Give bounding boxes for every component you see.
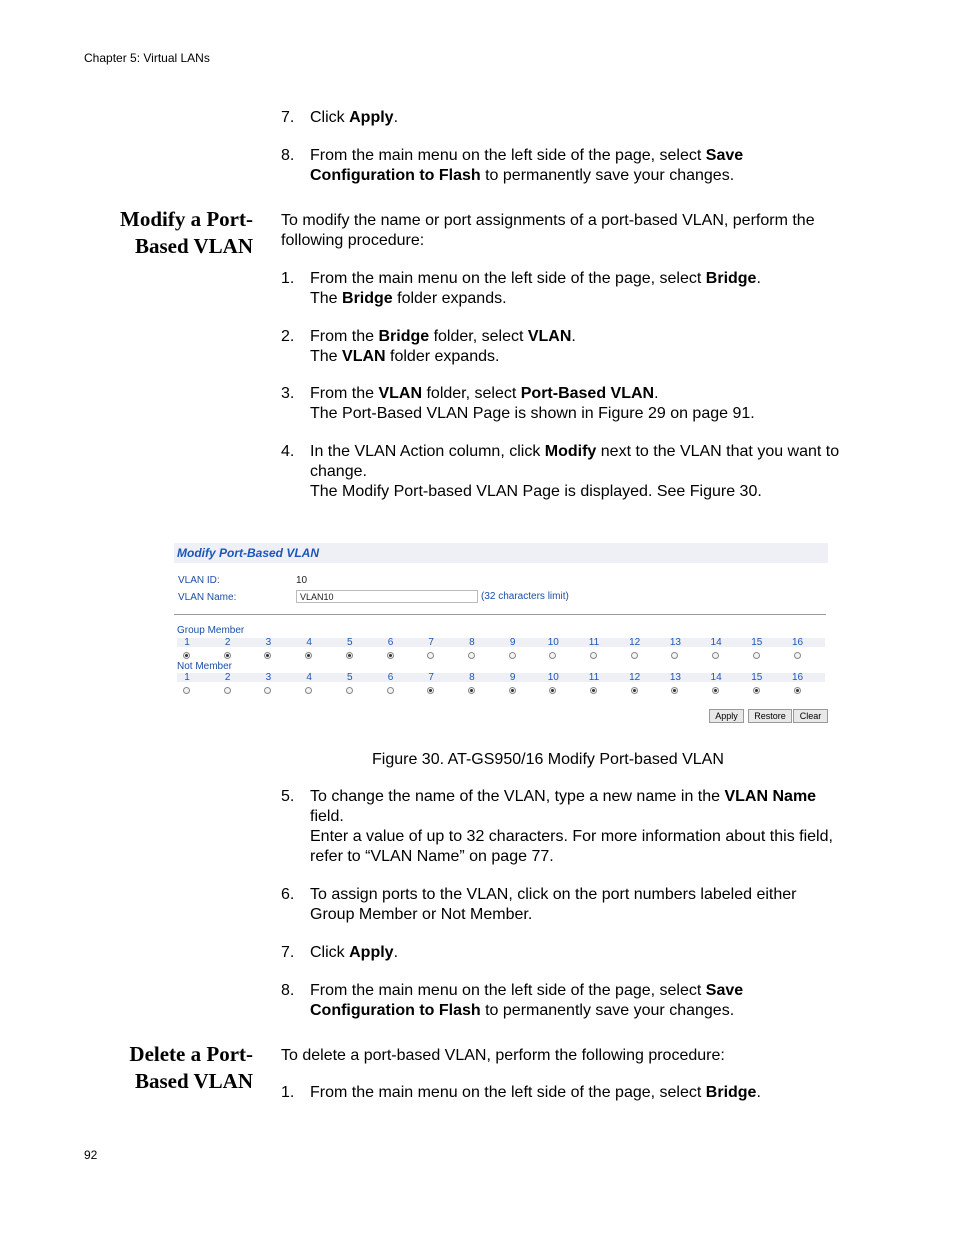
not-member-label: Not Member xyxy=(177,661,233,672)
not-member-port-9-label: 9 xyxy=(509,672,516,683)
group-member-port-6-radio[interactable] xyxy=(387,652,394,659)
delete-section-heading: Delete a Port- Based VLAN xyxy=(129,1042,253,1093)
not-member-port-1-label: 1 xyxy=(184,672,190,683)
group-member-port-6-label: 6 xyxy=(387,637,394,648)
not-member-port-3-radio[interactable] xyxy=(264,687,271,694)
group-member-port-11-radio[interactable] xyxy=(590,652,597,659)
not-member-port-5-label: 5 xyxy=(347,672,353,683)
restore-button[interactable]: Restore xyxy=(748,709,792,723)
not-member-port-3-label: 3 xyxy=(265,672,272,683)
not-member-port-16-radio[interactable] xyxy=(794,687,801,694)
modify-step-1: 1. From the main menu on the left side of the page, select Bridge. The Bridge folder expands. xyxy=(281,270,761,307)
not-member-port-8-label: 8 xyxy=(469,672,475,683)
step-8-top: 8. From the main menu on the left side of the page, select Save Configuration to Flash to permanently save your changes. xyxy=(281,147,744,184)
not-member-port-4-label: 4 xyxy=(306,672,312,683)
not-member-port-14-radio[interactable] xyxy=(712,687,719,694)
vlan-name-input[interactable]: VLAN10 xyxy=(296,590,478,603)
not-member-port-13-radio[interactable] xyxy=(671,687,678,694)
group-member-port-9-label: 9 xyxy=(509,637,516,648)
not-member-port-15-radio[interactable] xyxy=(753,687,760,694)
group-member-port-10-radio[interactable] xyxy=(549,652,556,659)
not-member-port-9-radio[interactable] xyxy=(509,687,516,694)
modify-section-heading: Modify a Port- Based VLAN xyxy=(120,207,253,258)
not-member-port-2-radio[interactable] xyxy=(224,687,231,694)
group-member-label: Group Member xyxy=(177,625,245,636)
not-member-port-14-label: 14 xyxy=(710,672,722,683)
not-member-port-6-radio[interactable] xyxy=(387,687,394,694)
not-member-port-16-label: 16 xyxy=(791,672,804,683)
group-member-port-7-radio[interactable] xyxy=(427,652,434,659)
step-number: 7. xyxy=(281,109,295,126)
modify-vlan-screenshot xyxy=(174,541,830,726)
group-member-port-3-radio[interactable] xyxy=(264,652,271,659)
modify-step-8: 8. From the main menu on the left side of the page, select Save Configuration to Flash to permanently save your changes. xyxy=(281,982,744,1019)
delete-intro: To delete a port-based VLAN, perform the following procedure: xyxy=(281,1047,725,1064)
page-number: 92 xyxy=(84,1148,98,1162)
vlan-id-label: VLAN ID: xyxy=(178,575,220,586)
not-member-port-10-label: 10 xyxy=(547,672,559,683)
vlan-id-value: 10 xyxy=(296,575,308,586)
step-number: 8. xyxy=(281,147,295,164)
group-member-port-7-label: 7 xyxy=(428,637,434,648)
group-member-port-10-label: 10 xyxy=(547,637,559,648)
modify-step-2: 2. From the Bridge folder, select VLAN. The VLAN folder expands. xyxy=(281,328,576,365)
modify-step-3: 3. From the VLAN folder, select Port-Based VLAN. The Port-Based VLAN Page is shown in Figure 29 on page 91. xyxy=(281,385,755,422)
not-member-port-4-radio[interactable] xyxy=(305,687,312,694)
group-member-port-1-radio[interactable] xyxy=(183,652,190,659)
modify-step-7: 7. Click Apply. xyxy=(281,944,399,961)
group-member-port-8-label: 8 xyxy=(469,637,475,648)
group-member-port-2-label: 2 xyxy=(224,637,231,648)
divider xyxy=(174,614,826,615)
group-member-port-13-radio[interactable] xyxy=(671,652,678,659)
not-member-port-5-radio[interactable] xyxy=(346,687,353,694)
limit-note: (32 characters limit) xyxy=(481,591,569,602)
group-member-port-8-radio[interactable] xyxy=(468,652,475,659)
group-member-port-14-radio[interactable] xyxy=(712,652,719,659)
step-7-top: 7. Click Apply. xyxy=(281,109,399,126)
not-member-port-11-radio[interactable] xyxy=(590,687,597,694)
apply-button[interactable]: Apply xyxy=(709,709,744,723)
not-member-port-12-label: 12 xyxy=(629,672,641,683)
not-member-port-11-label: 11 xyxy=(588,672,600,683)
vlan-name-label: VLAN Name: xyxy=(178,592,237,603)
group-member-port-5-label: 5 xyxy=(347,637,353,648)
not-member-port-13-label: 13 xyxy=(669,672,681,683)
group-member-port-15-label: 15 xyxy=(751,637,763,648)
modify-step-6: 6. To assign ports to the VLAN, click on the port numbers labeled either Group Member or Not Member. xyxy=(281,886,797,923)
group-member-port-5-radio[interactable] xyxy=(346,652,353,659)
not-member-port-2-label: 2 xyxy=(224,672,231,683)
group-member-port-2-radio[interactable] xyxy=(224,652,231,659)
group-member-port-13-label: 13 xyxy=(669,637,681,648)
clear-button[interactable]: Clear xyxy=(793,709,828,723)
delete-step-1: 1. From the main menu on the left side of the page, select Bridge. xyxy=(281,1084,761,1101)
group-member-port-9-radio[interactable] xyxy=(509,652,516,659)
group-member-port-16-label: 16 xyxy=(791,637,804,648)
modify-step-5: 5. To change the name of the VLAN, type a new name in the VLAN Name field. Enter a value of up to 32 characters. For more information about this field, refer to “VLAN Name” on page 77. xyxy=(281,788,833,865)
group-member-port-1-label: 1 xyxy=(184,637,190,648)
not-member-port-12-radio[interactable] xyxy=(631,687,638,694)
group-member-port-4-radio[interactable] xyxy=(305,652,312,659)
not-member-port-15-label: 15 xyxy=(751,672,763,683)
not-member-port-7-label: 7 xyxy=(428,672,434,683)
group-member-port-16-radio[interactable] xyxy=(794,652,801,659)
panel-title: Modify Port-Based VLAN xyxy=(174,543,828,563)
group-member-port-3-label: 3 xyxy=(265,637,272,648)
group-member-port-12-radio[interactable] xyxy=(631,652,638,659)
not-member-port-1-radio[interactable] xyxy=(183,687,190,694)
not-member-port-8-radio[interactable] xyxy=(468,687,475,694)
modify-intro: To modify the name or port assignments of a port-based VLAN, perform the following procedure: xyxy=(281,212,815,249)
group-member-port-12-label: 12 xyxy=(629,637,641,648)
not-member-port-7-radio[interactable] xyxy=(427,687,434,694)
modify-step-4: 4. In the VLAN Action column, click Modify next to the VLAN that you want to change. The Modify Port-based VLAN Page is displayed. See Figure 30. xyxy=(281,443,840,500)
running-header: Chapter 5: Virtual LANs xyxy=(84,51,210,65)
group-member-port-15-radio[interactable] xyxy=(753,652,760,659)
group-member-port-14-label: 14 xyxy=(710,637,722,648)
figure-caption: Figure 30. AT-GS950/16 Modify Port-based VLAN xyxy=(372,751,724,768)
not-member-port-10-radio[interactable] xyxy=(549,687,556,694)
group-member-port-11-label: 11 xyxy=(588,637,600,648)
not-member-port-6-label: 6 xyxy=(387,672,394,683)
group-member-port-4-label: 4 xyxy=(306,637,312,648)
